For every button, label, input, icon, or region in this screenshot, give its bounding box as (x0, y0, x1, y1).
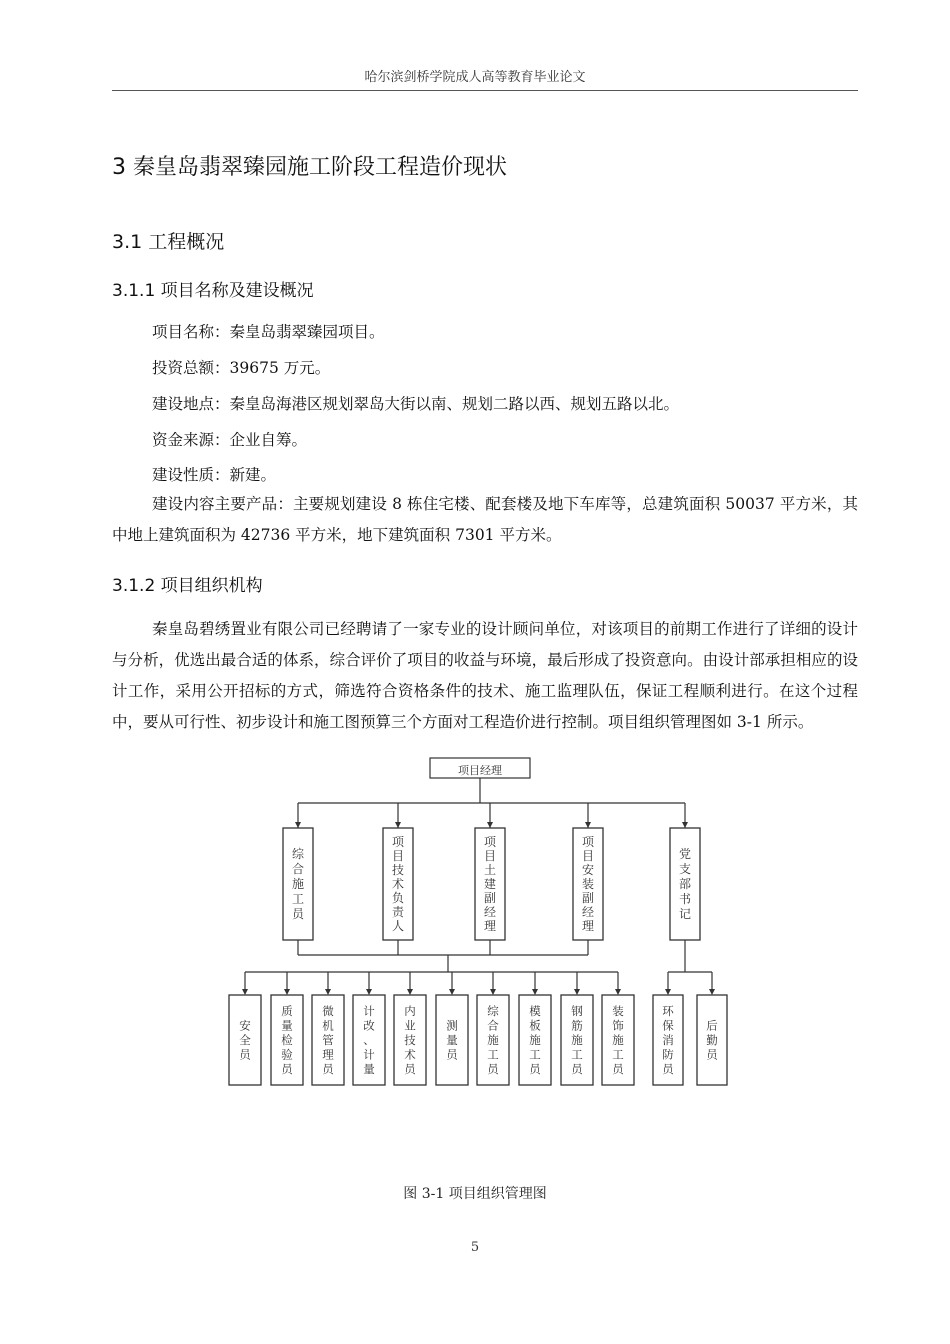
org-bottom-box-8-arrow-icon (532, 989, 538, 995)
bottom-connectors (245, 972, 712, 989)
org-bottom-box-5-arrow-icon (407, 989, 413, 995)
org-bottom-box-2-arrow-icon (284, 989, 290, 995)
subsection-title-2: 3.1.2 项目组织机构 (112, 576, 263, 596)
bottom-level-boxes (229, 989, 727, 1085)
org-middle-box-4-arrow-icon (585, 822, 591, 828)
construction-content-paragraph: 建设内容主要产品：主要规划建设 8 栋住宅楼、配套楼及地下车库等，总建筑面积 50037 平方米，其中地上建筑面积为 42736 平方米，地下建筑面积 7301 平方米。 (112, 495, 858, 544)
org-bottom-box-5 (394, 989, 426, 1085)
org-bottom-box-4 (353, 989, 385, 1085)
org-bottom-right-box-2-arrow-icon (709, 989, 715, 995)
org-bottom-box-1-arrow-icon (242, 989, 248, 995)
org-bottom-box-8 (519, 989, 551, 1085)
org-bottom-box-4-label: 计改、计量 (363, 1003, 375, 1076)
middle-level-boxes (283, 822, 700, 940)
org-middle-box-5 (670, 822, 700, 940)
investment-line: 投资总额：39675 万元。 (152, 359, 331, 377)
org-bottom-box-9-arrow-icon (574, 989, 580, 995)
org-middle-box-1 (283, 822, 313, 940)
org-bottom-box-10-arrow-icon (615, 989, 621, 995)
org-bottom-box-7-arrow-icon (490, 989, 496, 995)
org-bottom-box-10-label: 装饰施工员 (612, 1003, 624, 1076)
nature-line: 建设性质：新建。 (152, 466, 277, 484)
org-bottom-box-7-label: 综合施工员 (487, 1003, 499, 1076)
org-bottom-right-box-1-arrow-icon (665, 989, 671, 995)
org-bottom-right-box-1 (653, 989, 683, 1085)
org-middle-box-2-arrow-icon (395, 822, 401, 828)
org-middle-box-1-arrow-icon (295, 822, 301, 828)
location-line: 建设地点：秦皇岛海港区规划翠岛大街以南、规划二路以西、规划五路以北。 (152, 395, 680, 413)
organization-paragraph: 秦皇岛碧绣置业有限公司已经聘请了一家专业的设计顾问单位，对该项目的前期工作进行了详细的设计与分析，优选出最合适的体系，综合评价了项目的收益与环境，最后形成了投资意向。由设计部承担相应的设计工作，采用公开招标的方式，筛选符合资格条件的技术、施工监理队伍，保证工程顺利进行。在这个过程中，要从可行性、初步设计和施工图预算三个方面对工程造价进行控制。项目组织管理图如 3-1 所示。 (112, 620, 858, 731)
org-bottom-box-7 (477, 989, 509, 1085)
org-bottom-box-4-arrow-icon (366, 989, 372, 995)
org-bottom-box-10 (602, 989, 634, 1085)
org-bottom-box-3 (312, 989, 344, 1085)
org-bottom-box-6 (436, 989, 468, 1085)
org-bottom-box-3-label: 微机管理员 (322, 1003, 334, 1076)
org-bottom-box-6-label: 测量员 (446, 1018, 458, 1062)
org-middle-box-4 (573, 822, 603, 940)
section-title: 3.1 工程概况 (112, 231, 225, 253)
chapter-title: 3 秦皇岛翡翠臻园施工阶段工程造价现状 (112, 155, 507, 180)
org-middle-box-5-label: 党支部书记 (678, 847, 692, 921)
org-middle-box-3-arrow-icon (487, 822, 493, 828)
figure-caption: 图 3-1 项目组织管理图 (403, 1186, 547, 1202)
org-bottom-box-3-arrow-icon (325, 989, 331, 995)
org-bottom-box-6-arrow-icon (449, 989, 455, 995)
org-middle-box-3 (475, 822, 505, 940)
org-bottom-box-1-label: 安全员 (239, 1018, 251, 1062)
funding-line: 资金来源：企业自筹。 (152, 431, 308, 449)
org-bottom-box-8-label: 模板施工员 (529, 1003, 541, 1076)
org-bottom-box-9-label: 钢筋施工员 (571, 1003, 583, 1076)
running-header: 哈尔滨剑桥学院成人高等教育毕业论文 (364, 70, 586, 85)
org-middle-box-2-label: 项目技术负责人 (391, 835, 405, 933)
org-middle-box-4-label: 项目安装副经理 (581, 835, 595, 933)
org-middle-box-1-label: 综合施工员 (291, 847, 305, 921)
page-number: 5 (470, 1240, 480, 1255)
org-bottom-box-2 (271, 989, 303, 1085)
org-middle-box-5-arrow-icon (682, 822, 688, 828)
org-bottom-right-box-2-label: 后勤员 (706, 1018, 718, 1062)
org-top-label: 项目经理 (458, 764, 502, 777)
org-bottom-right-box-1-label: 环保消防员 (662, 1003, 674, 1076)
project-name-line: 项目名称：秦皇岛翡翠臻园项目。 (152, 323, 385, 341)
org-bottom-box-2-label: 质量检验员 (281, 1003, 293, 1076)
org-middle-box-2 (383, 822, 413, 940)
org-middle-box-3-label: 项目土建副经理 (483, 835, 497, 933)
org-bottom-box-1 (229, 989, 261, 1085)
subsection-title-1: 3.1.1 项目名称及建设概况 (112, 281, 314, 301)
org-bottom-right-box-2 (697, 989, 727, 1085)
org-bottom-box-5-label: 内业技术员 (404, 1003, 416, 1076)
org-bottom-box-9 (561, 989, 593, 1085)
